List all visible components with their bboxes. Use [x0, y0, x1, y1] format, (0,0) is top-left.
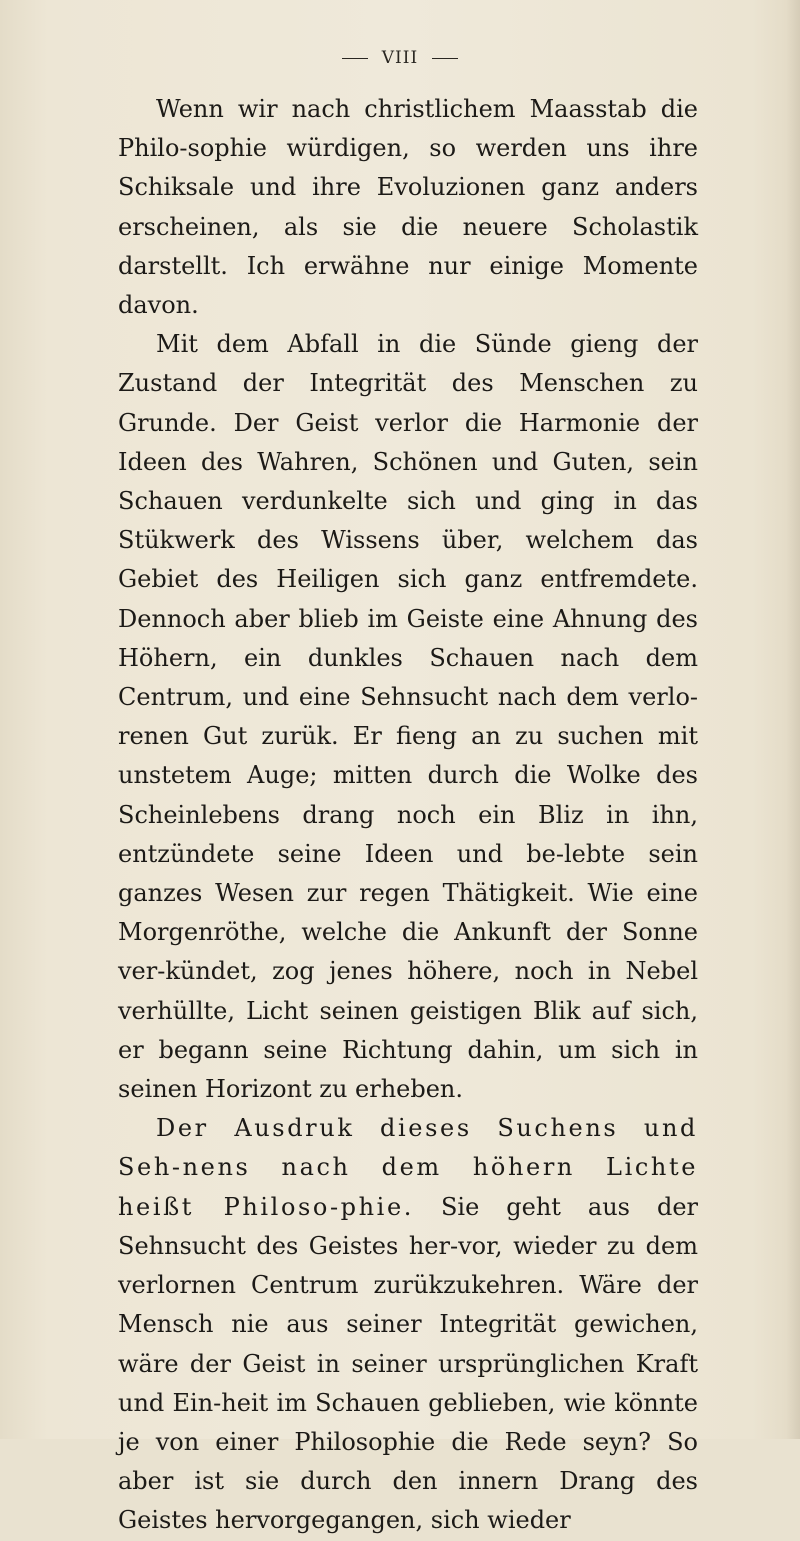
page-edge-shadow [786, 0, 800, 1439]
header-dash-right [432, 58, 458, 59]
paragraph-3 [118, 1109, 698, 1540]
spaced-definition: Der Ausdruk dieses Suchens und Seh-nens nach dem höhern Lichte heißt Philoso-phie. [118, 1114, 698, 1221]
paragraph-1: Wenn wir nach christlichem Maasstab die Philo-sophie würdigen, so werden uns ihre Schiksale und ihre Evoluzionen ganz anders erscheinen, als sie die neuere Scholastik darstellt. Ich erwähne nur einige Momente davon. [118, 95, 698, 320]
body-text [118, 90, 698, 1541]
page-number: VIII [381, 48, 419, 68]
paragraph-3-rest: Sie geht aus der Sehnsucht des Geistes her-vor, wieder zu dem verlornen Centrum zurükzukehren. Wäre der Mensch nie aus seiner Integrität gewichen, wäre der Geist in seiner ursprünglichen Kraft und Ein-heit im Schauen geblieben, wie könnte je von einer Philosophie die Rede seyn? So aber ist sie durch den innern Drang des Geistes hervorgegangen, sich wieder [118, 1192, 698, 1535]
paragraph-2: Mit dem Abfall in die Sünde gieng der Zustand der Integrität des Menschen zu Grunde. Der Geist verlor die Harmonie der Ideen des Wahren, Schönen und Guten, sein Schauen verdunkelte sich und ging in das Stükwerk des Wissens über, welchem das Gebiet des Heiligen sich ganz entfremdete. Dennoch aber blieb im Geiste eine Ahnung des Höhern, ein dunkles Schauen nach dem Centrum, und eine Sehnsucht nach dem verlo-renen Gut zurük. Er fieng an zu suchen mit unstetem Auge; mitten durch die Wolke des Scheinlebens drang noch ein Bliz in ihn, entzündete seine Ideen und be-lebte sein ganzes Wesen zur regen Thätigkeit. Wie eine Morgenröthe, welche die Ankunft der Sonne ver-kündet, zog jenes höhere, noch in Nebel verhüllte, Licht seinen geistigen Blik auf sich, er begann seine Richtung dahin, um sich in seinen Horizont zu erheben. [118, 330, 698, 1104]
page-header [0, 48, 800, 68]
header-dash-left [342, 58, 368, 59]
